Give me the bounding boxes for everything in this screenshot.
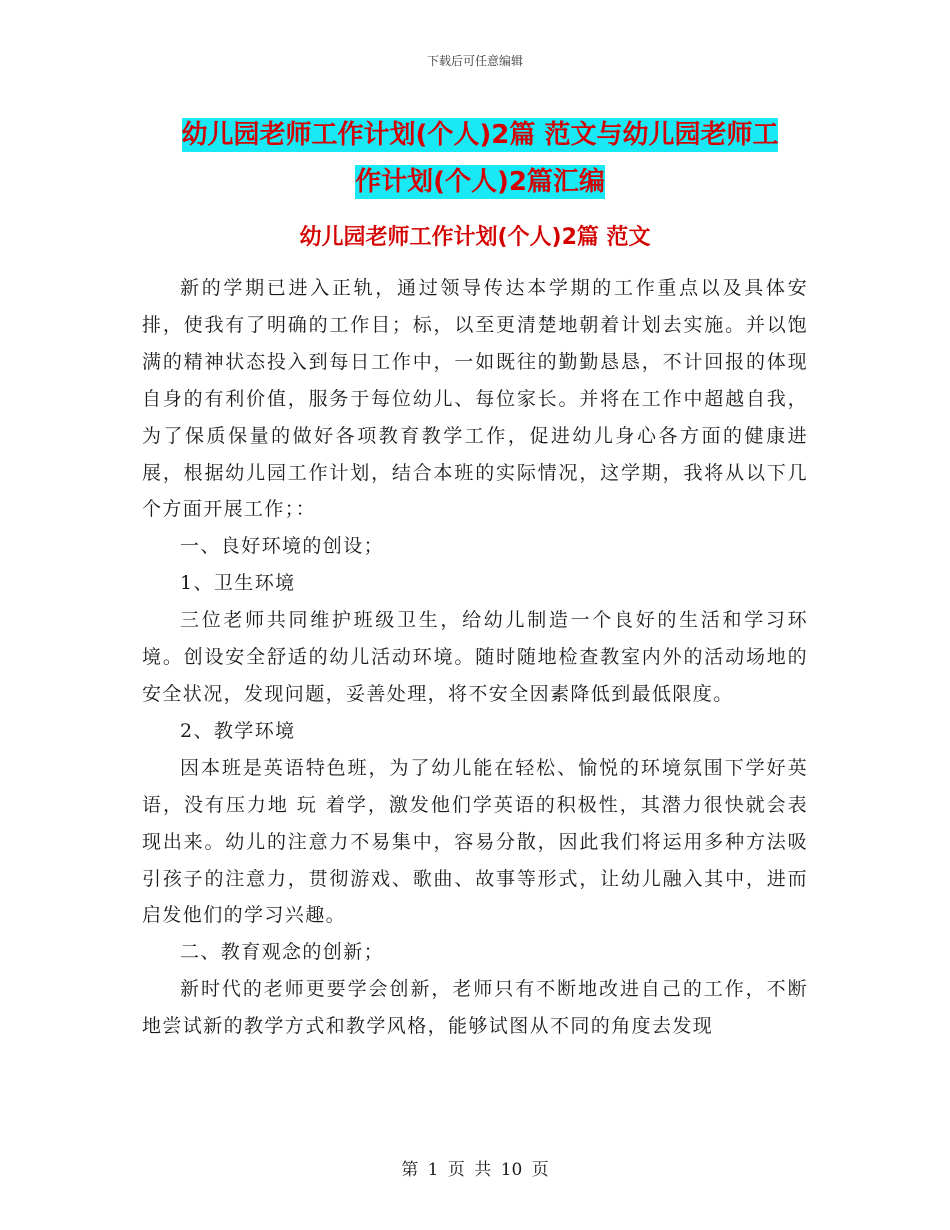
page-footer: 第 1 页 共 10 页: [401, 1160, 549, 1180]
paragraph: 二、教育观念的创新；: [180, 941, 385, 964]
header-note: 下载后可任意编辑: [426, 54, 523, 68]
title-line-2: 作计划(个人)2篇汇编: [355, 167, 605, 197]
paragraph: 三位老师共同维护班级卫生，给幼儿制造一个良好的生活和学习环境。创设安全舒适的幼儿活动环境。随时随地检查教室内外的活动场地的安全状况，发现问题，妥善处理，将不安全因素降低到最低限度。: [142, 609, 808, 705]
paragraph: 一、良好环境的创设；: [180, 535, 385, 558]
title-line-1: 幼儿园老师工作计划(个人)2篇 范文与幼儿园老师工: [181, 120, 779, 150]
paragraph: 2、教学环境: [180, 719, 296, 742]
paragraph: 1、卫生环境: [180, 572, 296, 595]
paragraph: 新的学期已进入正轨，通过领导传达本学期的工作重点以及具体安排，使我有了明确的工作目；标，以至更清楚地朝着计划去实施。并以饱满的精神状态投入到每日工作中，一如既往的勤勤恳恳，不计回报的体现自身的有利价值，服务于每位幼儿、每位家长。并将在工作中超越自我，为了保质保量的做好各项教育教学工作，促进幼儿身心各方面的健康进展，根据幼儿园工作计划，结合本班的实际情况，这学期，我将从以下几个方面开展工作；：: [142, 277, 808, 521]
document-title: [140, 112, 820, 206]
paragraph: 新时代的老师更要学会创新，老师只有不断地改进自己的工作，不断地尝试新的教学方式和教学风格，能够试图从不同的角度去发现: [142, 978, 808, 1038]
document-body: [142, 270, 808, 1045]
paragraph: 因本班是英语特色班，为了幼儿能在轻松、愉悦的环境氛围下学好英语，没有压力地 玩 着学，激发他们学英语的积极性，其潜力很快就会表现出来。幼儿的注意力不易集中，容易分散，因此我们将运用多种方法吸引孩子的注意力，贯彻游戏、歌曲、故事等形式，让幼儿融入其中，进而启发他们的学习兴趣。: [142, 756, 808, 927]
section-title: 幼儿园老师工作计划(个人)2篇 范文: [299, 225, 651, 250]
